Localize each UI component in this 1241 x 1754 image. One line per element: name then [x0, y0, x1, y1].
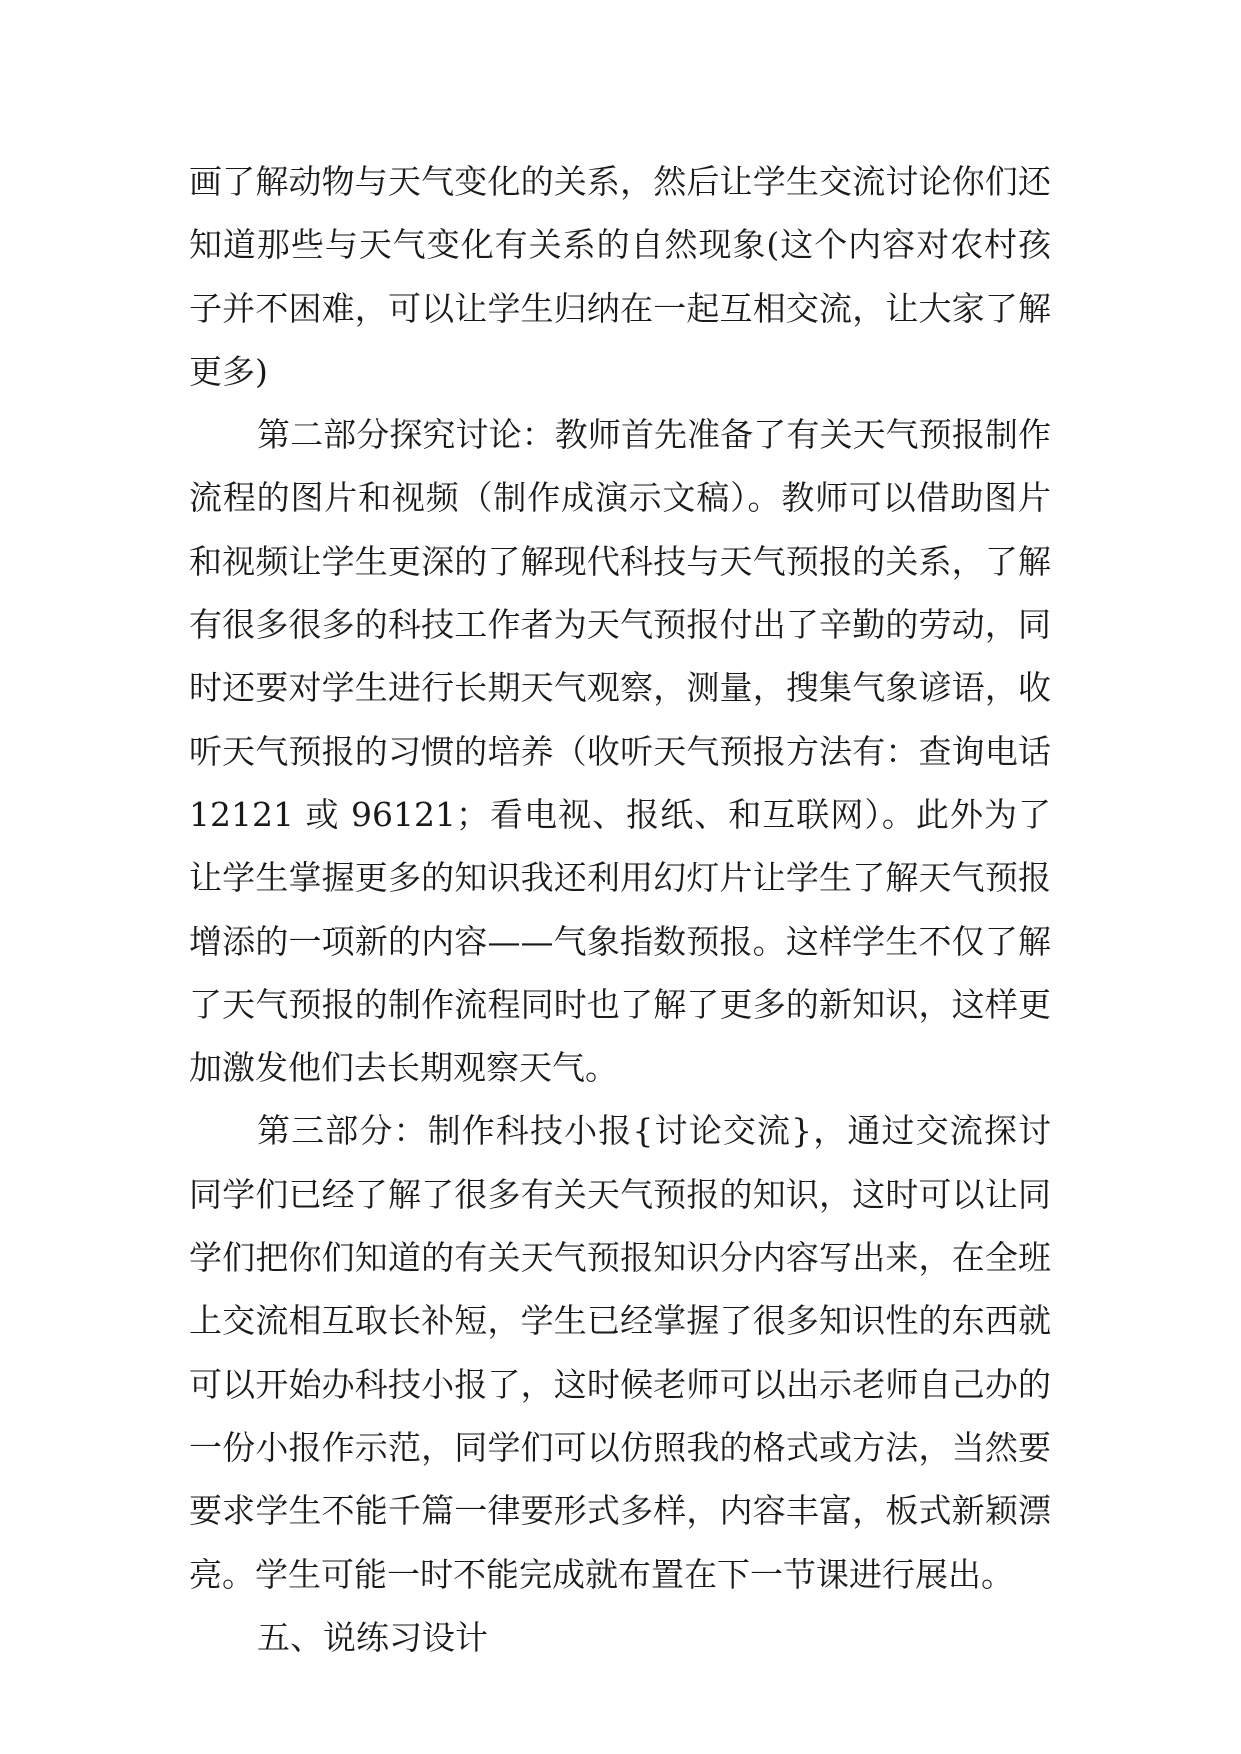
paragraph-part-two: 第二部分探究讨论：教师首先准备了有关天气预报制作流程的图片和视频（制作成演示文稿）。教师可以借助图片和视频让学生更深的了解现代科技与天气预报的关系，了解有很多很多的科技工作者为天气预报付出了辛勤的劳动，同时还要对学生进行长期天气观察，测量，搜集气象谚语，收听天气预报的习惯的培养（收听天气预报方法有：查询电话12121 或 96121；看电视、报纸、和互联网）。此外为了让学生掌握更多的知识我还利用幻灯片让学生了解天气预报增添的一项新的内容——气象指数预报。这样学生不仅了解了天气预报的制作流程同时也了解了更多的新知识，这样更加激发他们去长期观察天气。 [189, 415, 1051, 1088]
paragraph-part-three: 第三部分：制作科技小报{讨论交流}，通过交流探讨同学们已经了解了很多有关天气预报的知识，这时可以让同学们把你们知道的有关天气预报知识分内容写出来，在全班上交流相互取长补短，学生已经掌握了很多知识性的东西就可以开始办科技小报了，这时候老师可以出示老师自己办的一份小报作示范，同学们可以仿照我的格式或方法，当然要要求学生不能千篇一律要形式多样，内容丰富，板式新颖漂亮。学生可能一时不能完成就布置在下一节课进行展出。 [189, 1111, 1051, 1594]
document-page [189, 150, 1051, 1669]
section-heading: 五、说练习设计 [257, 1617, 488, 1657]
paragraph-continuation: 画了解动物与天气变化的关系，然后让学生交流讨论你们还知道那些与天气变化有关系的自然现象(这个内容对农村孩子并不困难，可以让学生归纳在一起互相交流，让大家了解更多) [189, 162, 1051, 391]
